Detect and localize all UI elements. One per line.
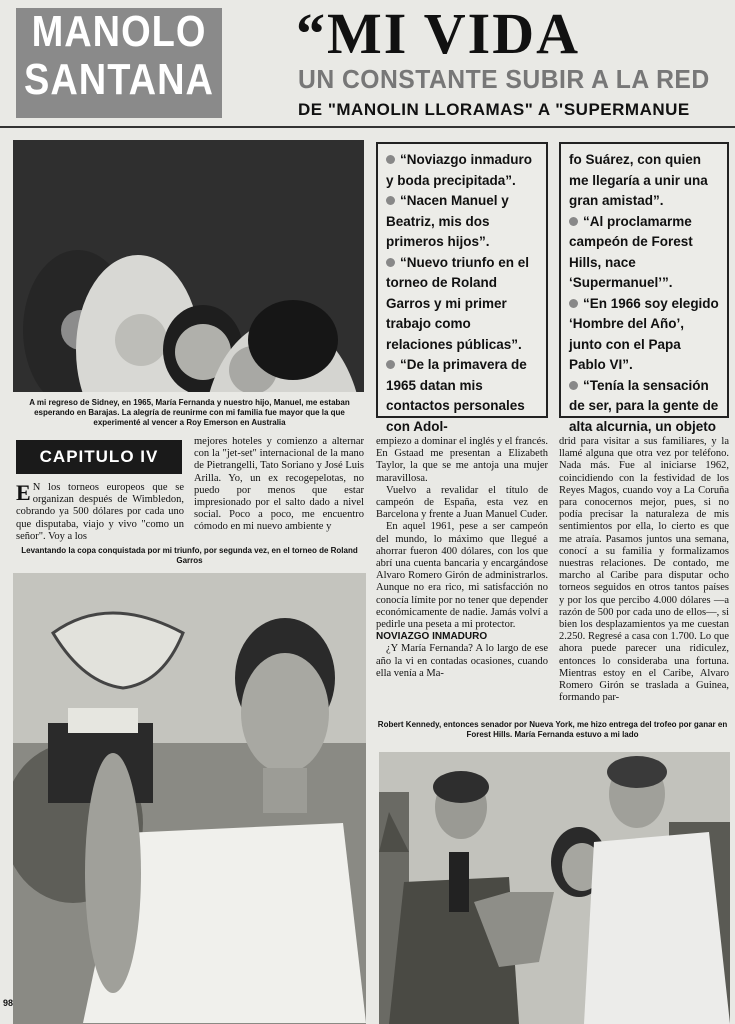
- highlights-box-2: [559, 142, 729, 434]
- highlight-continuation: fo Suárez, con quien me llegaría a unir una gran amistad”.: [569, 152, 708, 208]
- col4-text: drid para visitar a sus familiares, y la llamé alguna que otra vez por teléfono. Nada más. Fue al iniciarse 1962, coincidiendo con la festividad de los Reyes Magos, cuando voy a La Coruña para conocernos mejor, pues, si no podía precisar la naturaleza de mis sentimientos por ella, lo cierto es que me atraía. Pasamos juntos una semana, conocí a su familia y formalizamos nuestras relaciones. De contado, me marcho al Caribe para disputar ocho torneos seguidos en otros tantos países y por los que percibo 4.000 dólares —a razón de 500 por cada uno de ellos—, si bien los desplazamientos ya me cuestan 2.250. Regresé a casa con 1.700. Lo que ahora puede parecer una ridiculez, entonces lo consideraba una fortuna. Mientras estoy en el Caribe, Alvaro Romero Girón se traslada a Guinea, formando par-: [559, 436, 729, 704]
- col3-paragraph: empiezo a dominar el inglés y el francés. En Gstaad me presentan a Elizabeth Taylor, la que se me antoja una mujer maravillosa.: [376, 436, 549, 484]
- author-first-name: MANOLO: [31, 7, 207, 57]
- highlight-item: “En 1966 soy elegido ‘Hombre del Año’, junto con el Papa Pablo VI”.: [569, 295, 719, 372]
- photo1-caption: A mi regreso de Sidney, en 1965, María Fernanda y nuestro hijo, Manuel, me estaban esperando en Barajas. La alegría de reunirme con mi familia fue mayor que la que experimenté al vencer a Roy Emerson en Australia: [29, 398, 350, 427]
- author-name-box: [16, 8, 222, 118]
- subtitle-2: DE "MANOLIN LLORAMAS" A "SUPERMANUE: [298, 100, 690, 119]
- highlight-item: “Noviazgo inmaduro y boda precipitada”.: [386, 152, 533, 188]
- bullet-icon: [386, 196, 395, 205]
- photo2-caption: Levantando la copa conquistada por mi triunfo, por segunda vez, en el torneo de Roland Garros: [21, 546, 358, 565]
- highlights-box-1: [376, 142, 548, 434]
- header-rule: [0, 126, 735, 128]
- photo-trophy-image: [13, 573, 366, 1024]
- page-number: 98: [3, 998, 14, 1008]
- photo-trophy-roland-garros: [13, 573, 366, 1024]
- highlight-item: “De la primavera de 1965 datan mis contactos personales con Adol-: [386, 357, 527, 434]
- article-column-1: [16, 482, 184, 543]
- chapter-heading: CAPITULO IV: [16, 440, 182, 474]
- bullet-icon: [569, 299, 578, 308]
- col2-text: mejores hoteles y comienzo a alternar con la "jet-set" internacional de la mano de Pietrangelli, Tato Soriano y José Luis Arilla. Yo, un ex recogepelotas, no puedo por menos que estar impresionado por el salto dado a nivel social. Poco a poco, me encuentro cómodo en mi nuevo ambiente y: [194, 436, 364, 533]
- col3-paragraph: Vuelvo a revalidar el título de campeón de España, esta vez en Barcelona y frente a Juan Manuel Cuder.: [376, 484, 548, 521]
- article-column-4: [559, 436, 729, 704]
- photo-kennedy-image: [379, 752, 730, 1024]
- highlight-item: “Al proclamarme campeón de Forest Hills, nace ‘Supermanuel’”.: [569, 213, 693, 290]
- highlight-item: “Nacen Manuel y Beatriz, mis dos primeros hijos”.: [386, 193, 509, 249]
- highlight-item: “Tenía la sensación de ser, para la gente de alta alcurnia, un objeto: [569, 377, 719, 434]
- photo-family-reunion: [13, 140, 364, 392]
- photo3-caption: Robert Kennedy, entonces senador por Nueva York, me hizo entrega del trofeo por ganar en Forest Hills. María Fernanda estuvo a mi lado: [377, 720, 728, 739]
- bullet-icon: [386, 258, 395, 267]
- drop-cap: E: [16, 480, 31, 505]
- article-column-3: [376, 436, 548, 680]
- col3-paragraph: En aquel 1961, pese a ser campeón del mundo, lo máximo que llegué a ahorrar fueron 400 dólares, con los que abrí una cuenta bancaria y encargándose Alvaro Romero Girón de administrarlos. Aunque no era rico, mi satisfacción no conocía límite por no tener que depender económicamente de nadie. Jamás volví a pedirle una peseta a mi protector.: [376, 521, 549, 631]
- col1-text: N los torneos europeos que se organizan después de Wimbledon, cobrando ya 500 dólares por cada uno que disputaba, viajo y vivo "como un señor". Voy a los: [16, 482, 184, 542]
- subtitle-1: UN CONSTANTE SUBIR A LA RED: [298, 64, 710, 94]
- page-title: “MI VIDA: [296, 1, 580, 66]
- col3-paragraph: ¿Y María Fernanda? A lo largo de ese año la vi en contadas ocasiones, cuando ella venía a Ma-: [376, 643, 548, 679]
- bullet-icon: [386, 155, 395, 164]
- bullet-icon: [569, 381, 578, 390]
- article-column-2: [194, 436, 364, 534]
- photo-kennedy-forest-hills: [379, 752, 730, 1024]
- photo-family-reunion-image: [13, 140, 364, 392]
- bullet-icon: [386, 360, 395, 369]
- author-last-name: SANTANA: [24, 55, 214, 105]
- bullet-icon: [569, 217, 578, 226]
- section-heading: NOVIAZGO INMADURO: [376, 631, 488, 643]
- highlight-item: “Nuevo triunfo en el torneo de Roland Garros y mi primer trabajo como relaciones públicas”.: [386, 254, 530, 352]
